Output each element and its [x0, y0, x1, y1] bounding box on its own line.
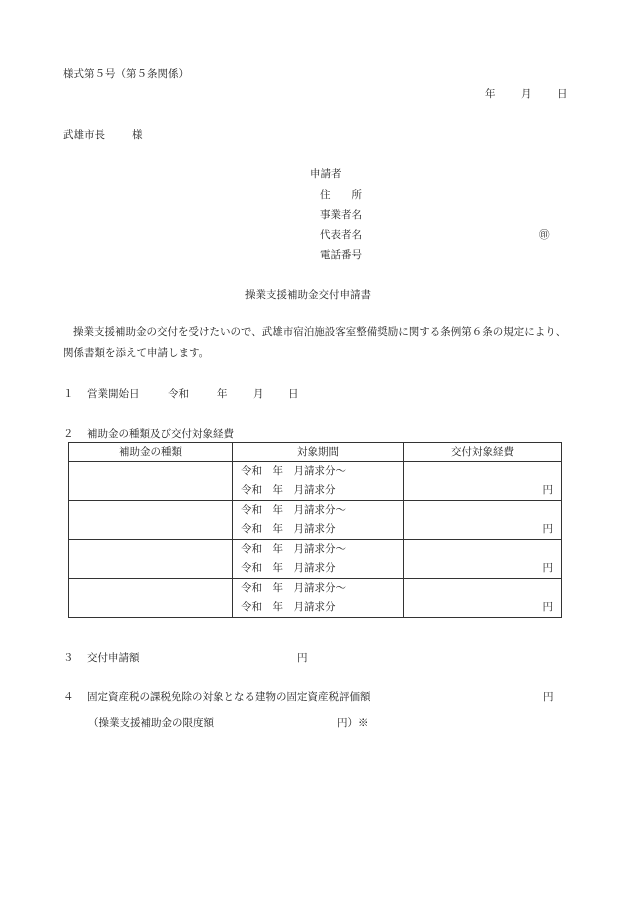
subsidy-type-cell[interactable]: [69, 501, 233, 540]
item1-month: 月: [253, 388, 264, 400]
currency-unit: 円: [542, 523, 553, 535]
period-to: 令和 年 月請求分: [241, 601, 336, 613]
expense-cell[interactable]: [404, 462, 562, 501]
currency-unit: 円: [542, 484, 553, 496]
item3-label: 交付申請額: [87, 652, 140, 664]
item4-currency: 円: [543, 691, 554, 703]
period-to: 令和 年 月請求分: [241, 523, 336, 535]
applicant-business-name: 事業者名: [320, 209, 362, 221]
item2-number: ２: [63, 428, 74, 440]
table-row: [69, 579, 562, 618]
expense-cell[interactable]: [404, 501, 562, 540]
expense-cell[interactable]: [404, 540, 562, 579]
period-to: 令和 年 月請求分: [241, 562, 336, 574]
header-target-period: 対象期間: [233, 443, 404, 462]
item1-era: 令和: [168, 388, 189, 400]
table-row: [69, 462, 562, 501]
expense-cell[interactable]: [404, 579, 562, 618]
subsidy-type-cell[interactable]: [69, 540, 233, 579]
period-cell[interactable]: [233, 579, 404, 618]
currency-unit: 円: [542, 562, 553, 574]
period-to: 令和 年 月請求分: [241, 484, 336, 496]
subsidy-type-cell[interactable]: [69, 462, 233, 501]
item1-year: 年: [217, 388, 228, 400]
subsidy-type-cell[interactable]: [69, 579, 233, 618]
addressee-name: 武雄市長: [63, 129, 105, 141]
body-text: 操業支援補助金の交付を受けたいので、武雄市宿泊施設客室整備奨励に関する条例第６条の規定により、関係書類を添えて申請します。: [63, 326, 567, 359]
applicant-heading: 申請者: [310, 168, 342, 180]
item3-number: ３: [63, 652, 74, 664]
seal-mark: ㊞: [539, 229, 550, 241]
item4-number: ４: [63, 691, 74, 703]
period-from: 令和 年 月請求分～: [241, 465, 346, 477]
applicant-representative: 代表者名: [320, 229, 362, 241]
applicant-phone: 電話番号: [320, 249, 362, 261]
header-subsidy-type: 補助金の種類: [69, 443, 233, 462]
table-row: [69, 501, 562, 540]
item1-number: １: [63, 388, 74, 400]
document-title: 操業支援補助金交付申請書: [245, 289, 371, 301]
period-from: 令和 年 月請求分～: [241, 582, 346, 594]
period-from: 令和 年 月請求分～: [241, 543, 346, 555]
item4-note-close: 円）※: [337, 717, 369, 729]
period-from: 令和 年 月請求分～: [241, 504, 346, 516]
period-cell[interactable]: [233, 462, 404, 501]
header-eligible-expense: 交付対象経費: [404, 443, 562, 462]
currency-unit: 円: [542, 601, 553, 613]
item4-label: 固定資産税の課税免除の対象となる建物の固定資産税評価額: [87, 691, 371, 703]
item4-note-open: （操業支援補助金の限度額: [88, 717, 214, 729]
period-cell[interactable]: [233, 540, 404, 579]
item1-label: 営業開始日: [87, 388, 140, 400]
item2-label: 補助金の種類及び交付対象経費: [87, 428, 234, 440]
table-header-row: [69, 443, 562, 462]
addressee-honorific: 様: [132, 129, 143, 141]
date-year: 年: [485, 88, 496, 100]
item3-currency: 円: [297, 652, 308, 664]
period-cell[interactable]: [233, 501, 404, 540]
item1-day: 日: [288, 388, 299, 400]
date-day: 日: [557, 88, 568, 100]
subsidy-table: [68, 442, 562, 618]
table-row: [69, 540, 562, 579]
form-label: 様式第５号（第５条関係）: [63, 68, 189, 80]
applicant-address: 住 所: [320, 189, 362, 201]
date-month: 月: [521, 88, 532, 100]
